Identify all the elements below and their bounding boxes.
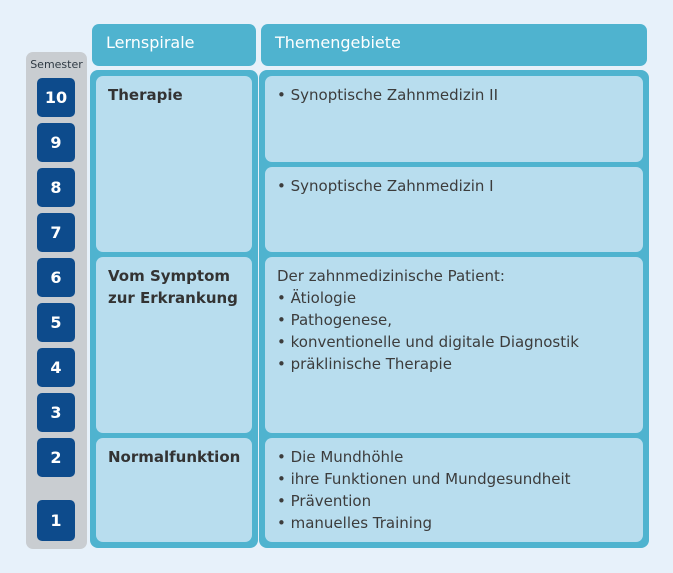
semester-9: 9 xyxy=(37,123,75,162)
semester-3: 3 xyxy=(37,393,75,432)
lernspirale-therapie-label: Therapie xyxy=(108,86,183,104)
header-lernspirale: Lernspirale xyxy=(92,24,256,66)
semester-8: 8 xyxy=(37,168,75,207)
semester-1: 1 xyxy=(37,500,75,541)
semester-6: 6 xyxy=(37,258,75,297)
themen-item: • Synoptische Zahnmedizin II xyxy=(277,86,499,104)
lernspirale-therapie xyxy=(96,76,252,252)
themen-symptom xyxy=(265,257,643,433)
themen-item: • ihre Funktionen und Mundgesundheit xyxy=(277,470,571,488)
themen-item: • Pathogenese, xyxy=(277,311,393,329)
themen-item: • präklinische Therapie xyxy=(277,355,452,373)
header-themengebiete: Themengebiete xyxy=(261,24,647,66)
themen-item: • konventionelle und digitale Diagnostik xyxy=(277,333,579,351)
semester-2: 2 xyxy=(37,438,75,477)
semester-column xyxy=(26,52,87,549)
themen-item: • Die Mundhöhle xyxy=(277,448,404,466)
themen-item: • Prävention xyxy=(277,492,372,510)
semester-10: 10 xyxy=(37,78,75,117)
themen-item: • Ätiologie xyxy=(277,289,357,307)
themen-item: • manuelles Training xyxy=(277,514,432,532)
semester-5: 5 xyxy=(37,303,75,342)
lernspirale-symptom-label-1: Vom Symptom xyxy=(108,267,230,285)
semester-7: 7 xyxy=(37,213,75,252)
lernspirale-normal-label: Normalfunktion xyxy=(108,448,241,466)
semester-label: Semester xyxy=(30,58,83,71)
lernspirale-symptom-label-2: zur Erkrankung xyxy=(108,289,238,307)
lernspirale-normalfunktion xyxy=(96,438,252,542)
lernspirale-symptom xyxy=(96,257,252,433)
themen-therapie-b xyxy=(265,167,643,252)
themen-therapie-a xyxy=(265,76,643,162)
themen-item: • Synoptische Zahnmedizin I xyxy=(277,177,494,195)
themen-heading: Der zahnmedizinische Patient: xyxy=(277,267,505,285)
semester-4: 4 xyxy=(37,348,75,387)
themen-normalfunktion xyxy=(265,438,643,542)
